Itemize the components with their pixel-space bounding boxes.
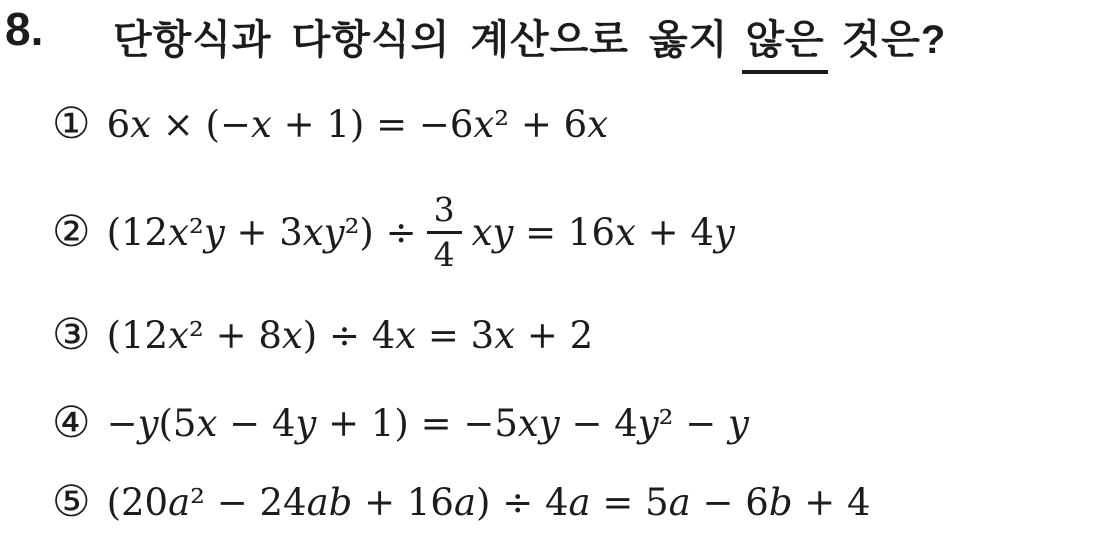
option-3-row — [52, 310, 594, 360]
fraction-numerator: 3 — [427, 191, 462, 234]
question-title-prefix: 단항식과 다항식의 계산으로 옳지 — [113, 18, 729, 62]
option-3-expression: (12x² + 8x) ÷ 4x = 3x + 2 — [106, 314, 594, 357]
option-5-row — [52, 477, 871, 527]
option-4-row — [52, 398, 749, 448]
option-2-row — [52, 181, 735, 283]
option-4-expression: −y(5x − 4y + 1) = −5xy − 4y² − y — [106, 402, 749, 445]
option-2-expression-left: (12x²y + 3xy²) ÷ — [106, 210, 417, 254]
option-2-marker: ② — [52, 206, 91, 257]
option-2-expression-right: xy = 16x + 4y — [471, 210, 735, 254]
fraction-denominator: 4 — [433, 234, 455, 274]
question-number: 8. — [5, 3, 44, 55]
option-1-expression: 6x × (−x + 1) = −6x² + 6x — [106, 103, 609, 146]
option-1-marker: ① — [52, 99, 91, 149]
option-5-marker: ⑤ — [52, 477, 91, 527]
fraction-three-quarters — [427, 191, 462, 274]
option-5-expression: (20a² − 24ab + 16a) ÷ 4a = 5a − 6b + 4 — [106, 481, 871, 524]
question-title-suffix: 것은? — [841, 18, 947, 62]
option-1-row — [52, 99, 609, 149]
option-4-marker: ④ — [52, 398, 91, 448]
option-3-marker: ③ — [52, 310, 91, 360]
question-title — [113, 8, 946, 74]
question-title-underlined-phrase: 않은 — [742, 8, 827, 74]
